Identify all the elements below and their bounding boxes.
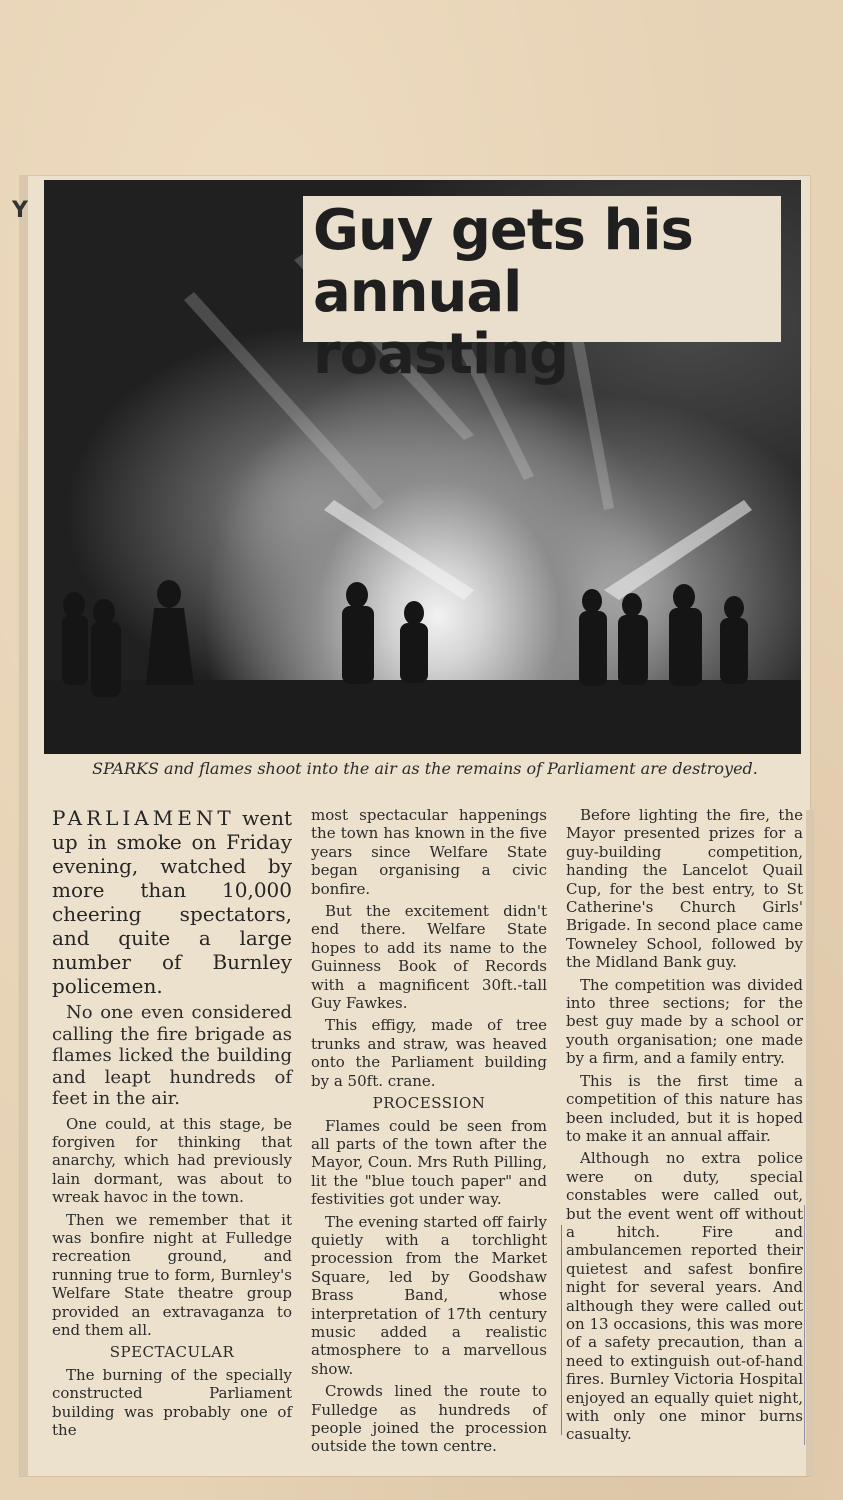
paragraph: This is the first time a competition of this nature has been included, but it is hoped to make it an annual affair. [566,1071,803,1145]
paragraph: Flames could be seen from all parts of the town after the Mayor, Coun. Mrs Ruth Pilling, lit the "blue touch paper" and festivities got under way. [311,1116,547,1209]
paragraph: This effigy, made of tree trunks and straw, was heaved onto the Parliament building by a 50ft. crane. [311,1016,547,1090]
article-column-2 [311,806,547,1460]
article-column-3 [566,806,803,1448]
paragraph: The competition was divided into three sections; for the best guy made by a school or youth organisation; one made by a firm, and a family entry. [566,975,803,1068]
paragraph: Crowds lined the route to Fulledge as hundreds of people joined the procession outside the town centre. [311,1382,547,1456]
ground [44,680,801,754]
clipping-edge [20,176,28,1476]
paragraph: most spectacular happenings the town has known in the five years since Welfare State began organising a civic bonfire. [311,806,547,898]
lead-word: PARLIAMENT [52,806,235,830]
paragraph: The evening started off fairly quietly with a torchlight procession from the Market Square, led by Goodshaw Brass Band, whose interpretation of 17th century music added a realistic atmosphere to a marvellous show. [311,1212,547,1378]
crowd-silhouettes [62,580,748,697]
headline-box [303,196,781,387]
headline: Guy gets his annual roasting [313,198,693,387]
paragraph: Then we remember that it was bonfire night at Fulledge recreation ground, and running true to form, Burnley's Welfare State theatre group provided an extravaganza to end them all. [52,1210,292,1339]
paragraph: Although no extra police were on duty, special constables were called out, but the event went off without a hitch. Fire and ambulancemen reported their quietest and safest bonfire night for several years. And although they were called out on 13 occasions, this was more of a safety precaution, than a need to extinguish out-of-hand fires. Burnley Victoria Hospital enjoyed an equally quiet night, with only one minor burns casualty. [566,1149,804,1444]
pen-mark [804,1205,805,1445]
paragraph: The burning of the specially constructed Parliament building was probably one of the [52,1365,292,1439]
pen-mark [561,1225,562,1435]
photo-caption: SPARKS and flames shoot into the air as the remains of Parliament are destroyed. [92,759,758,778]
adjacent-clipping-fragment: Y [12,198,28,223]
paragraph: No one even considered calling the fire brigade as flames licked the building and leapt hundreds of feet in the air. [52,1002,292,1109]
paragraph: Before lighting the fire, the Mayor presented prizes for a guy-building competition, handing the Lancelot Quail Cup, for the best entry, to St Catherine's Church Girls' Brigade. In second place came Towneley School, followed by the Midland Bank guy. [566,806,803,972]
subheading: PROCESSION [372,1094,486,1113]
lead-paragraph [52,806,292,998]
clipping-edge [806,810,814,1476]
lead-text: went up in smoke on Friday evening, watched by more than 10,000 cheering spectators, and quite a large number of Burnley policemen. [52,806,292,998]
subheading: SPECTACULAR [109,1343,235,1362]
article-column-1 [52,806,292,1443]
paragraph: But the excitement didn't end there. Welfare State hopes to add its name to the Guinness Book of Records with a magnificent 30ft.-tall Guy Fawkes. [311,902,547,1013]
paragraph: One could, at this stage, be forgiven for thinking that anarchy, which had previously lain dormant, was about to wreak havoc in the town. [52,1114,292,1207]
